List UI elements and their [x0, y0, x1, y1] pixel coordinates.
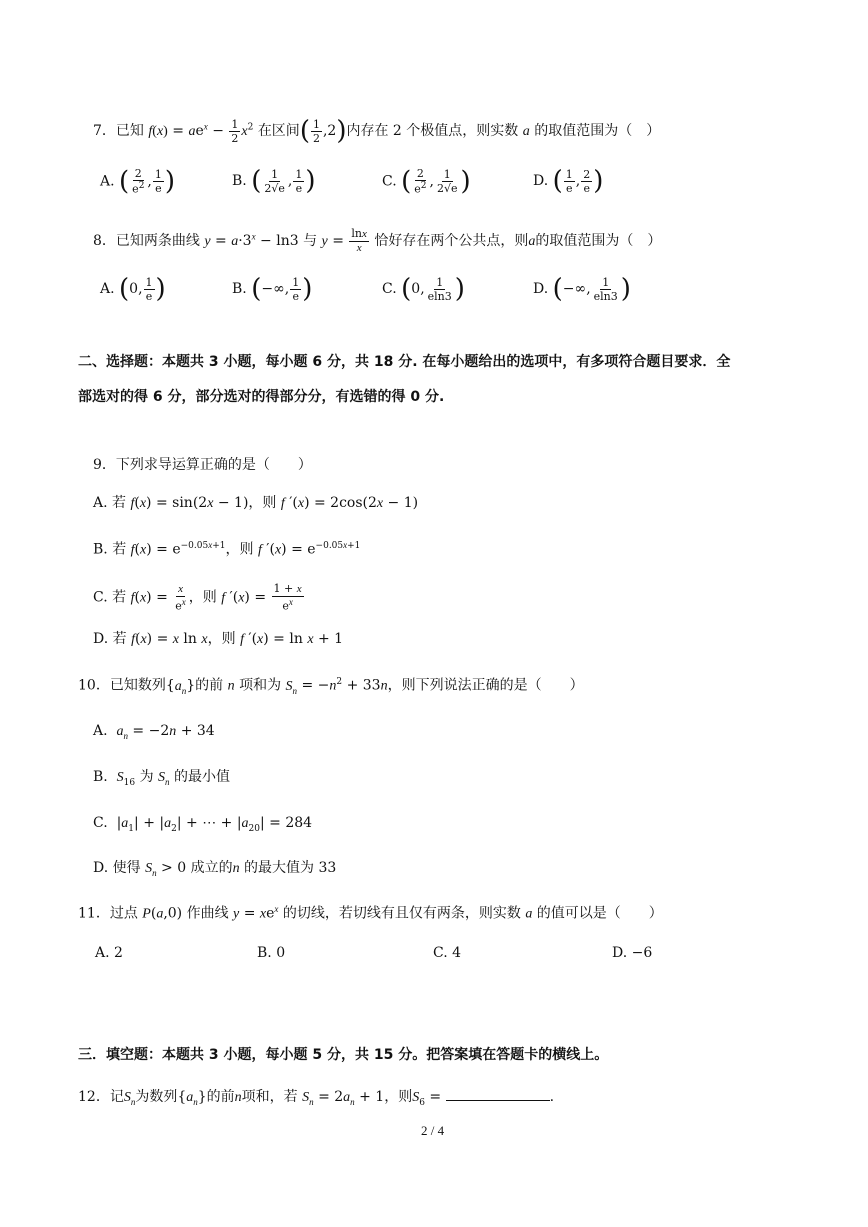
- q8-option-a: A. (0, $\frac{1}{e}$ ): [100, 274, 166, 304]
- section-2-line-2: 部选对的得 6 分，部分选对的得部分分，有选错的得 0 分.: [78, 389, 445, 405]
- q9-option-a: A. 若 f(x) = sin(2x − 1)，则 f ′(x) = 2cos(2x − 1): [93, 495, 419, 511]
- question-7: 7．已知 $f(x) = ae^x$ − $\frac{1}{2}$ $x^2$ 在区间( $\frac{1}{2}$ ,2)内存在 2 个极值点，则实数 a 的取值范围为（ ）: [93, 116, 661, 146]
- q9-option-d: D. 若 f(x) = x ln x，则 f ′(x) = ln x + 1: [93, 631, 344, 647]
- q7-option-d: D. ( $\frac{1}{e}$ , $\frac{2}{e}$ ): [533, 166, 604, 196]
- question-8: 8．已知两条曲线 $y = a\cdot 3^x - \ln 3$ 与 y = $\frac{\ln x}{x}$ 恰好存在两个公共点，则a的取值范围为（ ）: [93, 227, 662, 254]
- q9-option-b: B. 若 $f(x) = e^{-0.05x+1}$，则 f $'(x) = e^{-0.05x+1}$: [93, 540, 361, 558]
- q8-option-d: D. (−∞, $\frac{1}{eln3}$ ): [533, 274, 631, 304]
- question-10: 10．已知数列$\{a_n\}$的前 n 项和为 $S_n = -n^2 + 33n$，则下列说法正确的是（ ）: [78, 677, 584, 696]
- section-3-line-1: 三．填空题：本题共 3 小题，每小题 5 分，共 15 分。把答案填在答题卡的横线上。: [78, 1047, 609, 1063]
- question-9: 9．下列求导运算正确的是（ ）: [93, 457, 312, 473]
- q7-option-b: B. ( $\frac{1}{2√e}$ , $\frac{1}{e}$ ): [232, 166, 316, 196]
- question-11: 11．过点 P(a,0) 作曲线 $y = xe^x$ 的切线，若切线有且仅有两条，则实数 a 的值可以是（ ）: [78, 904, 663, 922]
- q9-option-c: C. 若 f(x) = $\frac{x}{e^x}$ ，则 f ′(x) = $\frac{1 + x}{e^x}$: [93, 582, 302, 613]
- section-2-line-1: 二、选择题：本题共 3 小题，每小题 6 分，共 18 分. 在每小题给出的选项中，有多项符合题目要求．全: [78, 354, 731, 370]
- q8-option-b: B. (−∞, $\frac{1}{e}$ ): [232, 274, 313, 304]
- q10-option-b: B. $S_{16}$ 为 $S_n$ 的最小值: [93, 769, 230, 788]
- answer-blank[interactable]: [446, 1088, 550, 1101]
- q10-option-c: C. $|a_1| + |a_2|$ + ⋯ + $|a_{20}| = 284$: [93, 815, 313, 834]
- q10-option-a: A. $a_n = -2n + 34$: [93, 723, 215, 741]
- q10-option-d: D. 使得 $S_n > 0$ 成立的n 的最大值为 33: [93, 860, 337, 878]
- q11-option-d: D. −6: [612, 945, 653, 961]
- q11-option-a: A. 2: [95, 945, 123, 961]
- q7-option-c: C. ( $\frac{2}{e^2}$ , $\frac{1}{2√e}$ ): [382, 166, 471, 197]
- page-number: 2 / 4: [421, 1123, 445, 1138]
- q7-option-a: A. ( $\frac{2}{e^2}$ , $\frac{1}{e}$ ): [100, 166, 176, 197]
- q11-option-c: C. 4: [433, 945, 462, 961]
- question-12: 12．记$S_n$为数列$\{a_n\}$的前n项和，若 $S_n = 2a_n + 1$，则$S_6$ = .: [78, 1089, 555, 1108]
- q8-option-c: C. (0, $\frac{1}{eln3}$ ): [382, 274, 465, 304]
- q11-option-b: B. 0: [257, 945, 286, 961]
